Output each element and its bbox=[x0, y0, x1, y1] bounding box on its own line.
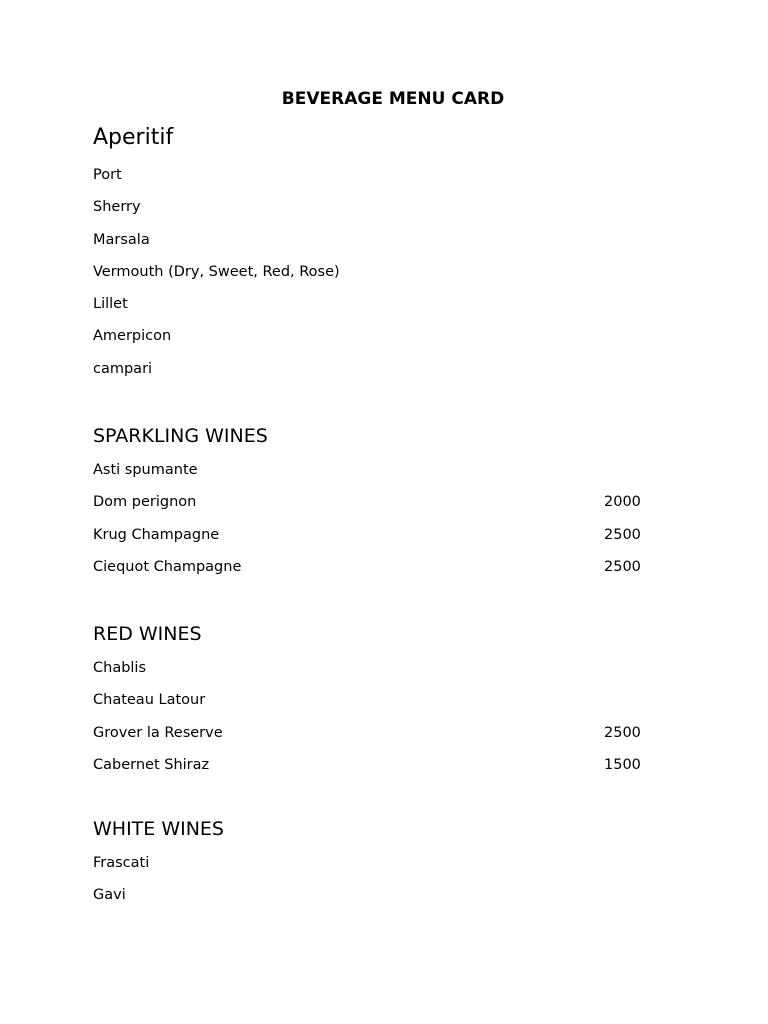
list-item bbox=[93, 262, 653, 294]
item-price: 2500 bbox=[604, 526, 641, 543]
item-price: 1500 bbox=[604, 756, 641, 773]
item-name: Amerpicon bbox=[93, 328, 172, 345]
list-item bbox=[93, 557, 653, 589]
section-aperitif bbox=[93, 124, 653, 391]
list-item bbox=[93, 165, 653, 197]
section-white-wines bbox=[93, 817, 653, 918]
section-heading: WHITE WINES bbox=[93, 818, 224, 840]
section-sparkling-wines bbox=[93, 424, 653, 589]
list-item bbox=[93, 853, 653, 885]
item-list bbox=[93, 853, 653, 918]
list-item bbox=[93, 197, 653, 229]
item-name: Sherry bbox=[93, 199, 141, 216]
list-item bbox=[93, 690, 653, 722]
page-title: BEVERAGE MENU CARD bbox=[281, 89, 505, 109]
list-item bbox=[93, 326, 653, 358]
item-price: 2000 bbox=[604, 494, 641, 511]
item-name: Marsala bbox=[93, 231, 150, 248]
list-item bbox=[93, 525, 653, 557]
item-name: Gavi bbox=[93, 887, 126, 904]
item-name: Ciequot Champagne bbox=[93, 558, 242, 575]
list-item bbox=[93, 723, 653, 755]
item-name: Grover la Reserve bbox=[93, 724, 223, 741]
item-name: Dom perignon bbox=[93, 494, 197, 511]
item-list bbox=[93, 658, 653, 787]
section-heading: SPARKLING WINES bbox=[93, 425, 268, 447]
list-item bbox=[93, 658, 653, 690]
list-item bbox=[93, 230, 653, 262]
item-name: Krug Champagne bbox=[93, 526, 220, 543]
item-name: Chateau Latour bbox=[93, 692, 206, 709]
item-price: 2500 bbox=[604, 724, 641, 741]
item-name: Vermouth (Dry, Sweet, Red, Rose) bbox=[93, 263, 340, 280]
list-item bbox=[93, 460, 653, 492]
list-item bbox=[93, 492, 653, 524]
list-item bbox=[93, 885, 653, 917]
item-name: Chablis bbox=[93, 660, 147, 676]
section-red-wines bbox=[93, 622, 653, 787]
list-item bbox=[93, 359, 653, 391]
list-item bbox=[93, 294, 653, 326]
section-heading: RED WINES bbox=[93, 623, 202, 645]
item-name: Asti spumante bbox=[93, 462, 198, 478]
item-name: Frascati bbox=[93, 855, 150, 871]
item-name: Lillet bbox=[93, 296, 128, 313]
item-name: campari bbox=[93, 360, 153, 377]
item-list bbox=[93, 165, 653, 391]
section-heading: Aperitif bbox=[93, 125, 174, 150]
item-price: 2500 bbox=[604, 558, 641, 575]
item-name: Cabernet Shiraz bbox=[93, 756, 210, 773]
item-list bbox=[93, 460, 653, 589]
list-item bbox=[93, 755, 653, 787]
item-name: Port bbox=[93, 167, 122, 183]
